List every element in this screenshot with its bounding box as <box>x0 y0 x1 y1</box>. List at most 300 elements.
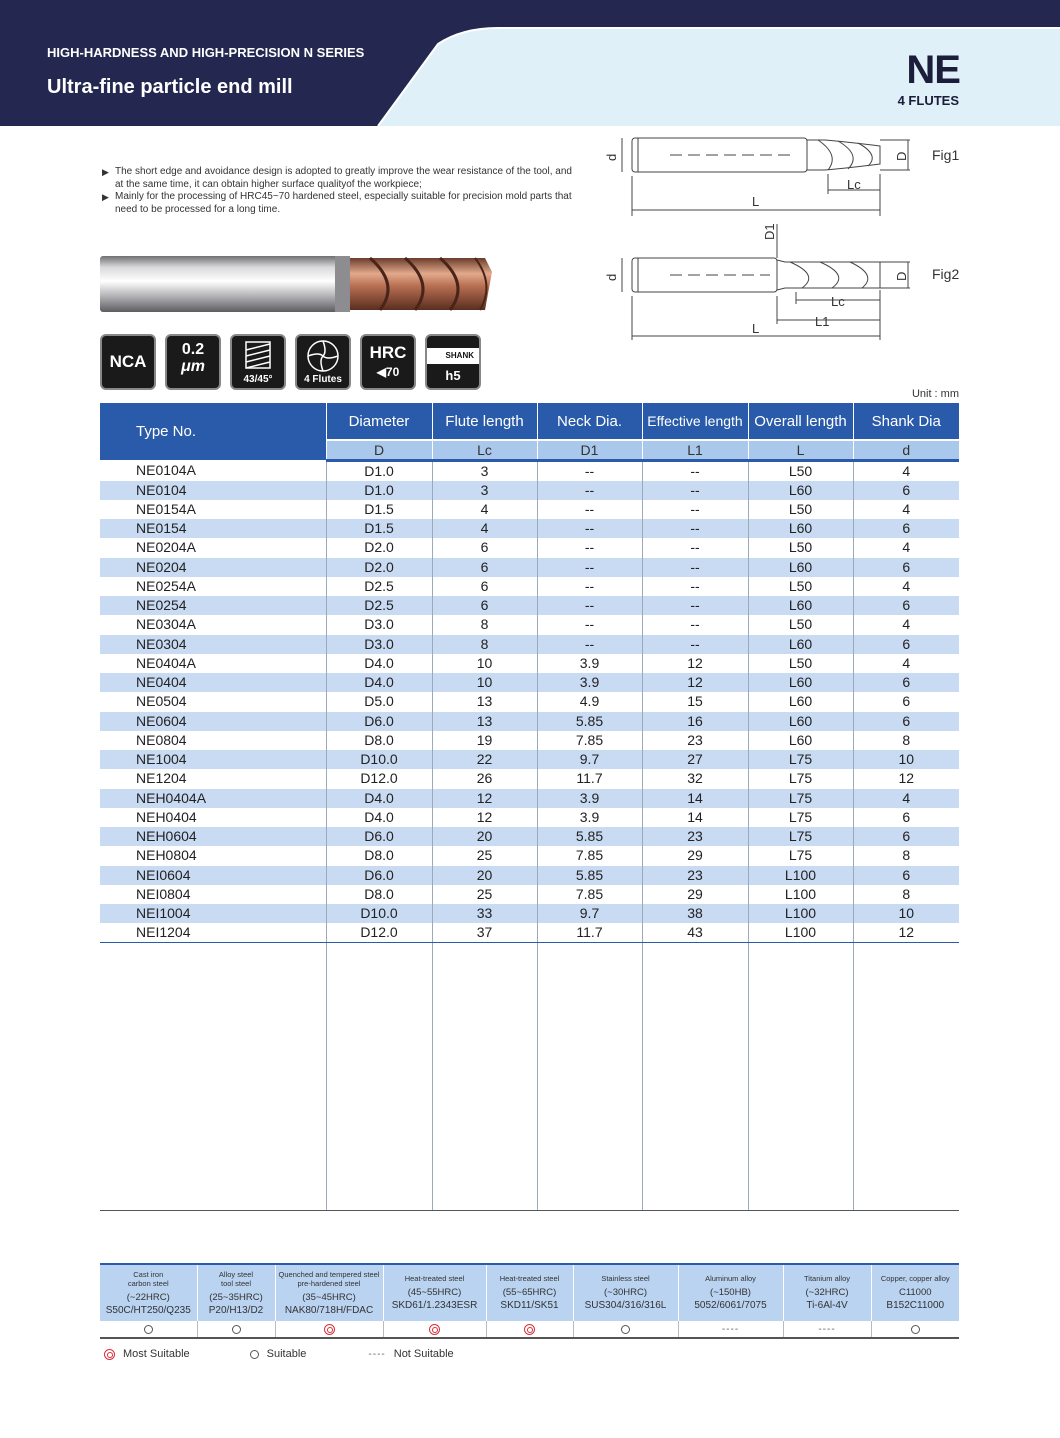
table-cell: 6 <box>853 481 959 500</box>
table-cell: D2.0 <box>326 538 432 557</box>
table-cell: 12 <box>432 789 537 808</box>
table-cell: L50 <box>748 654 853 673</box>
table-cell: 10 <box>853 750 959 769</box>
most-suitable-icon <box>324 1324 335 1335</box>
table-cell: L75 <box>748 808 853 827</box>
suitability-cell <box>871 1321 959 1338</box>
table-cell: 25 <box>432 885 537 904</box>
most-suitable-icon <box>104 1349 115 1360</box>
table-cell: 8 <box>902 731 911 748</box>
material-grades: NAK80/718H/FDAC <box>284 1304 374 1316</box>
table-cell: D4.0 <box>326 654 432 673</box>
table-cell: D1.0 <box>326 481 432 500</box>
material-cell <box>783 1264 871 1321</box>
table-cell: L50 <box>748 460 853 481</box>
fig2-D-label: D <box>894 271 909 281</box>
table-cell: D8.0 <box>326 846 432 865</box>
table-cell: -- <box>537 577 642 596</box>
table-cell: L50 <box>748 538 853 557</box>
type-no-cell: NE1204 <box>100 769 326 788</box>
table-cell: -- <box>537 635 642 654</box>
table-cell: L60 <box>748 692 853 711</box>
four-flute-cross-section-icon <box>297 337 349 375</box>
legend <box>104 1348 454 1360</box>
table-cell: 8 <box>432 615 537 634</box>
type-no-cell: NE0404A <box>100 654 326 673</box>
spec-table <box>100 403 959 1211</box>
table-row <box>100 789 959 808</box>
product-description <box>102 166 572 216</box>
table-cell: 4 <box>902 577 911 594</box>
type-no-cell: NE0104A <box>100 460 326 481</box>
table-cell: -- <box>642 460 748 481</box>
table-cell: L50 <box>748 577 853 596</box>
feature-icons <box>100 334 481 390</box>
table-cell: -- <box>642 615 748 634</box>
table-row <box>100 846 959 865</box>
empty-cell <box>432 943 537 1211</box>
symbol-shank-d: d <box>853 440 959 460</box>
table-row <box>100 769 959 788</box>
not-suitable-icon: ---- <box>818 1324 836 1335</box>
fig2-label: Fig2 <box>932 266 960 282</box>
table-cell: 4 <box>432 519 537 538</box>
table-cell: 12 <box>432 808 537 827</box>
symbol-d: D <box>326 440 432 460</box>
suitability-cell <box>383 1321 486 1338</box>
table-cell: L75 <box>748 789 853 808</box>
suitability-cell <box>486 1321 573 1338</box>
table-cell: D4.0 <box>326 673 432 692</box>
helix-lines-icon <box>232 338 284 374</box>
table-row <box>100 596 959 615</box>
table-cell: 9.7 <box>537 904 642 923</box>
table-cell: 19 <box>432 731 537 750</box>
table-cell: D1.5 <box>326 500 432 519</box>
table-cell: -- <box>537 519 642 538</box>
material-grades: SKD11/SK51 <box>500 1300 559 1311</box>
table-cell: 15 <box>642 692 748 711</box>
page-title: Ultra-fine particle end mill <box>47 76 293 98</box>
table-row <box>100 731 959 750</box>
table-cell: 29 <box>642 885 748 904</box>
table-cell: 6 <box>853 596 959 615</box>
symbol-l: L <box>748 440 853 460</box>
type-no-cell: NE0304A <box>100 615 326 634</box>
table-cell: 12 <box>853 923 959 943</box>
table-cell: 6 <box>853 519 959 538</box>
table-row <box>100 827 959 846</box>
legend-suitable <box>250 1348 307 1360</box>
table-cell: D10.0 <box>326 750 432 769</box>
table-row <box>100 481 959 500</box>
type-no-cell: NE0604 <box>100 712 326 731</box>
table-cell: 20 <box>432 827 537 846</box>
table-cell: L100 <box>748 866 853 885</box>
table-cell: L60 <box>748 673 853 692</box>
table-cell: 3 <box>432 460 537 481</box>
table-cell: 16 <box>642 712 748 731</box>
table-cell: 27 <box>642 750 748 769</box>
table-cell: -- <box>537 500 642 519</box>
table-cell: -- <box>642 500 748 519</box>
table-cell: D12.0 <box>326 769 432 788</box>
material-hardness: (~32HRC) <box>805 1287 849 1298</box>
table-row <box>100 904 959 923</box>
empty-table-area <box>100 943 959 1211</box>
table-cell: 5.85 <box>537 827 642 846</box>
material-grades: P20/H13/D2 <box>208 1304 264 1316</box>
table-cell: -- <box>642 577 748 596</box>
table-cell: 6 <box>432 596 537 615</box>
type-no-cell: NE0304 <box>100 635 326 654</box>
table-cell: 12 <box>898 770 915 787</box>
table-cell: 11.7 <box>537 923 642 943</box>
fig2-l-label: L <box>752 321 760 336</box>
helix-angle-label: 43/45° <box>243 374 273 385</box>
most-suitable-icon <box>524 1324 535 1335</box>
table-cell: D6.0 <box>326 866 432 885</box>
material-hardness: C11000 <box>898 1287 932 1298</box>
type-no-cell: NEH0404A <box>100 789 326 808</box>
table-cell: 7.85 <box>537 846 642 865</box>
material-name: Heat-treated steel <box>499 1274 560 1283</box>
product-code: NE <box>906 48 960 92</box>
table-cell: 37 <box>432 923 537 943</box>
table-cell: -- <box>537 558 642 577</box>
nca-label: NCA <box>109 352 147 371</box>
suitability-cell <box>783 1321 871 1338</box>
table-cell: -- <box>642 635 748 654</box>
helix-angle-icon <box>230 334 286 390</box>
table-row <box>100 808 959 827</box>
table-cell: 22 <box>432 750 537 769</box>
material-grades: B152C11000 <box>886 1300 945 1311</box>
table-cell: L75 <box>748 827 853 846</box>
material-cell <box>871 1264 959 1321</box>
material-cell <box>383 1264 486 1321</box>
material-cell <box>197 1264 275 1321</box>
empty-cell <box>853 943 959 1211</box>
table-cell: 3.9 <box>537 808 642 827</box>
table-cell: -- <box>642 519 748 538</box>
material-grades: 5052/6061/7075 <box>694 1300 767 1311</box>
table-row <box>100 654 959 673</box>
table-row <box>100 500 959 519</box>
table-cell: D4.0 <box>326 808 432 827</box>
type-no-cell: NEH0404 <box>100 808 326 827</box>
table-cell: -- <box>642 481 748 500</box>
material-grades: SUS304/316/316L <box>584 1300 667 1311</box>
fig2-d1-label: D1 <box>762 223 777 240</box>
table-cell: 5.85 <box>537 712 642 731</box>
table-cell: 43 <box>642 923 748 943</box>
material-grades: S50C/HT250/Q235 <box>105 1304 191 1316</box>
type-no-cell: NE0104 <box>100 481 326 500</box>
table-cell: -- <box>537 615 642 634</box>
table-cell: L50 <box>748 500 853 519</box>
header-shank-dia: Shank Dia <box>853 403 959 440</box>
material-name: Heat-treated steel <box>404 1274 465 1283</box>
description-point: ▶ Mainly for the processing of HRC45~70 hardened steel, especially suitable for precision mold parts that need to be processed for a long time. <box>102 191 572 216</box>
table-cell: 13 <box>432 712 537 731</box>
table-cell: 6 <box>432 558 537 577</box>
unit-label: Unit : mm <box>911 388 959 400</box>
table-cell: D1.5 <box>326 519 432 538</box>
suitable-icon <box>621 1325 630 1334</box>
legend-not-suitable <box>368 1348 453 1360</box>
description-point: ▶ The short edge and avoidance design is adopted to greatly improve the wear resistance of the tool, and at the same time, it can obtain higher surface qualityof the workpiece; <box>102 166 572 191</box>
table-row <box>100 673 959 692</box>
table-cell: L75 <box>748 769 853 788</box>
series-subtitle: HIGH-HARDNESS AND HIGH-PRECISION N SERIES <box>47 45 365 60</box>
table-cell: 10 <box>432 654 537 673</box>
table-cell: 6 <box>432 538 537 557</box>
table-cell: 4 <box>432 500 537 519</box>
table-cell: 9.7 <box>537 750 642 769</box>
material-name: Titanium alloy <box>804 1274 850 1283</box>
table-row <box>100 460 959 481</box>
type-no-cell: NE0254 <box>100 596 326 615</box>
material-name: Cast iron carbon steel <box>127 1269 169 1288</box>
table-row <box>100 923 959 943</box>
table-cell: 12 <box>642 654 748 673</box>
table-cell: 14 <box>642 789 748 808</box>
table-cell: 6 <box>853 673 959 692</box>
flutes-label: 4 Flutes <box>304 374 342 385</box>
table-cell: -- <box>537 596 642 615</box>
shank-label: SHANK <box>427 348 479 364</box>
header-banner <box>0 0 1060 126</box>
table-cell: 7.85 <box>537 731 642 750</box>
material-hardness: (~30HRC) <box>603 1287 648 1298</box>
symbol-lc: Lc <box>432 440 537 460</box>
fig1-lc-label: Lc <box>847 177 861 192</box>
fig1-l-label: L <box>752 194 760 209</box>
fig1-D-label: D <box>894 151 909 161</box>
symbol-d1: D1 <box>537 440 642 460</box>
fig2-lc-label: Lc <box>831 294 845 309</box>
table-cell: 3 <box>432 481 537 500</box>
table-cell: 6 <box>853 827 959 846</box>
empty-cell <box>326 943 432 1211</box>
legend-suitable-label: Suitable <box>266 1348 307 1360</box>
type-no-cell: NEH0604 <box>100 827 326 846</box>
surface-roughness-icon <box>165 334 221 390</box>
not-suitable-icon: ---- <box>721 1324 740 1335</box>
material-hardness: (35~45HRC) <box>302 1291 356 1303</box>
material-hardness: (~22HRC) <box>126 1291 170 1303</box>
table-row <box>100 885 959 904</box>
suitability-cell <box>275 1321 383 1338</box>
not-suitable-icon: ---- <box>368 1348 386 1360</box>
table-cell: 6 <box>902 693 911 710</box>
table-cell: 29 <box>642 846 748 865</box>
table-cell: L100 <box>748 885 853 904</box>
table-cell: 32 <box>642 769 748 788</box>
table-cell: L60 <box>748 731 853 750</box>
table-cell: -- <box>537 460 642 481</box>
header-flute-length: Flute length <box>432 403 537 440</box>
material-name: Copper, copper alloy <box>880 1274 950 1283</box>
table-cell: 4 <box>853 789 959 808</box>
type-no-cell: NEI0604 <box>100 866 326 885</box>
table-cell: D10.0 <box>326 904 432 923</box>
table-cell: 6 <box>853 558 959 577</box>
header-overall-length: Overall length <box>748 403 853 440</box>
type-no-cell: NEI1004 <box>100 904 326 923</box>
table-cell: 23 <box>642 866 748 885</box>
table-cell: L100 <box>748 904 853 923</box>
table-cell: 6 <box>902 808 911 825</box>
table-cell: D3.0 <box>326 635 432 654</box>
table-cell: L100 <box>748 923 853 943</box>
table-cell: D2.5 <box>326 596 432 615</box>
header-type-no: Type No. <box>100 403 326 460</box>
table-cell: 3.9 <box>537 654 642 673</box>
material-name: Stainless steel <box>601 1274 650 1283</box>
table-cell: 8 <box>902 847 911 864</box>
table-row <box>100 712 959 731</box>
table-cell: L75 <box>748 846 853 865</box>
material-name: Aluminum alloy <box>705 1274 756 1283</box>
table-cell: 12 <box>642 673 748 692</box>
table-row <box>100 577 959 596</box>
table-cell: 38 <box>642 904 748 923</box>
empty-cell <box>537 943 642 1211</box>
suitability-cell <box>100 1321 197 1338</box>
table-cell: -- <box>642 538 748 557</box>
table-cell: 4 <box>902 462 911 479</box>
table-cell: 6 <box>853 712 959 731</box>
symbol-l1: L1 <box>642 440 748 460</box>
table-cell: 25 <box>432 846 537 865</box>
end-mill-image <box>100 250 500 318</box>
table-cell: 5.85 <box>537 866 642 885</box>
roughness-unit: μm <box>181 358 205 375</box>
header-neck-dia: Neck Dia. <box>537 403 642 440</box>
hrc-label: HRC <box>369 343 407 362</box>
table-row <box>100 692 959 711</box>
table-cell: D8.0 <box>326 731 432 750</box>
material-hardness: (45~55HRC) <box>407 1287 462 1298</box>
most-suitable-icon <box>429 1324 440 1335</box>
table-row <box>100 635 959 654</box>
table-cell: D5.0 <box>326 692 432 711</box>
fig1-d-label: d <box>604 153 619 161</box>
suitable-icon <box>250 1350 259 1359</box>
table-cell: D3.0 <box>326 615 432 634</box>
table-cell: L60 <box>748 558 853 577</box>
empty-cell <box>100 943 326 1211</box>
hrc-value: ◀70 <box>376 365 400 379</box>
table-cell: L60 <box>748 635 853 654</box>
table-cell: D6.0 <box>326 712 432 731</box>
table-cell: L60 <box>748 596 853 615</box>
material-grades: Ti-6Al-4V <box>806 1300 848 1311</box>
table-row <box>100 558 959 577</box>
suitable-icon <box>232 1325 241 1334</box>
material-name: Quenched and tempered steel pre-hardened steel <box>278 1269 380 1288</box>
table-cell: 8 <box>902 885 911 902</box>
table-cell: 10 <box>853 904 959 923</box>
legend-most-label: Most Suitable <box>123 1348 190 1360</box>
table-cell: D12.0 <box>326 923 432 943</box>
table-cell: 4 <box>902 654 911 671</box>
material-cell <box>678 1264 783 1321</box>
legend-not-label: Not Suitable <box>393 1348 454 1360</box>
table-cell: 23 <box>642 827 748 846</box>
table-cell: D2.5 <box>326 577 432 596</box>
table-cell: -- <box>642 596 748 615</box>
hardness-icon <box>360 334 416 390</box>
table-cell: L60 <box>748 712 853 731</box>
table-cell: L60 <box>748 481 853 500</box>
table-cell: 4 <box>902 500 911 517</box>
table-cell: 3.9 <box>537 789 642 808</box>
table-cell: 4 <box>902 616 911 633</box>
table-cell: D2.0 <box>326 558 432 577</box>
type-no-cell: NE0504 <box>100 692 326 711</box>
suitability-cell <box>678 1321 783 1338</box>
table-cell: 6 <box>853 866 959 885</box>
table-cell: 20 <box>432 866 537 885</box>
table-cell: 8 <box>432 635 537 654</box>
type-no-cell: NE0404 <box>100 673 326 692</box>
table-cell: 7.85 <box>537 885 642 904</box>
table-cell: 4.9 <box>537 692 642 711</box>
type-no-cell: NEI1204 <box>100 923 326 943</box>
table-cell: D6.0 <box>326 827 432 846</box>
suitability-cell <box>573 1321 678 1338</box>
material-suitability-table <box>100 1263 959 1339</box>
table-cell: 26 <box>432 769 537 788</box>
table-cell: 3.9 <box>537 673 642 692</box>
roughness-value: 0.2 <box>181 341 205 358</box>
material-grades: SKD61/1.2343ESR <box>391 1300 478 1311</box>
header-diameter: Diameter <box>326 403 432 440</box>
type-no-cell: NE0804 <box>100 731 326 750</box>
type-no-cell: NE1004 <box>100 750 326 769</box>
fig1-label: Fig1 <box>932 147 960 163</box>
table-cell: 14 <box>642 808 748 827</box>
suitable-icon <box>144 1325 153 1334</box>
table-cell: -- <box>537 538 642 557</box>
table-cell: 6 <box>853 635 959 654</box>
header-effective-length: Effective length <box>642 403 748 440</box>
table-cell: L50 <box>748 615 853 634</box>
table-cell: L75 <box>748 750 853 769</box>
table-cell: D8.0 <box>326 885 432 904</box>
empty-cell <box>642 943 748 1211</box>
flutes-icon <box>295 334 351 390</box>
table-cell: 23 <box>642 731 748 750</box>
type-no-cell: NE0204 <box>100 558 326 577</box>
material-name: Alloy steel tool steel <box>218 1269 254 1288</box>
type-no-cell: NE0154 <box>100 519 326 538</box>
suitability-cell <box>197 1321 275 1338</box>
table-cell: 11.7 <box>537 769 642 788</box>
table-row <box>100 538 959 557</box>
nca-coating-icon <box>100 334 156 390</box>
table-cell: 10 <box>432 673 537 692</box>
table-cell: -- <box>642 558 748 577</box>
material-hardness: (25~35HRC) <box>209 1291 263 1303</box>
shank-tolerance-icon <box>425 334 481 390</box>
table-cell: 6 <box>432 577 537 596</box>
table-row <box>100 615 959 634</box>
table-cell: L60 <box>748 519 853 538</box>
